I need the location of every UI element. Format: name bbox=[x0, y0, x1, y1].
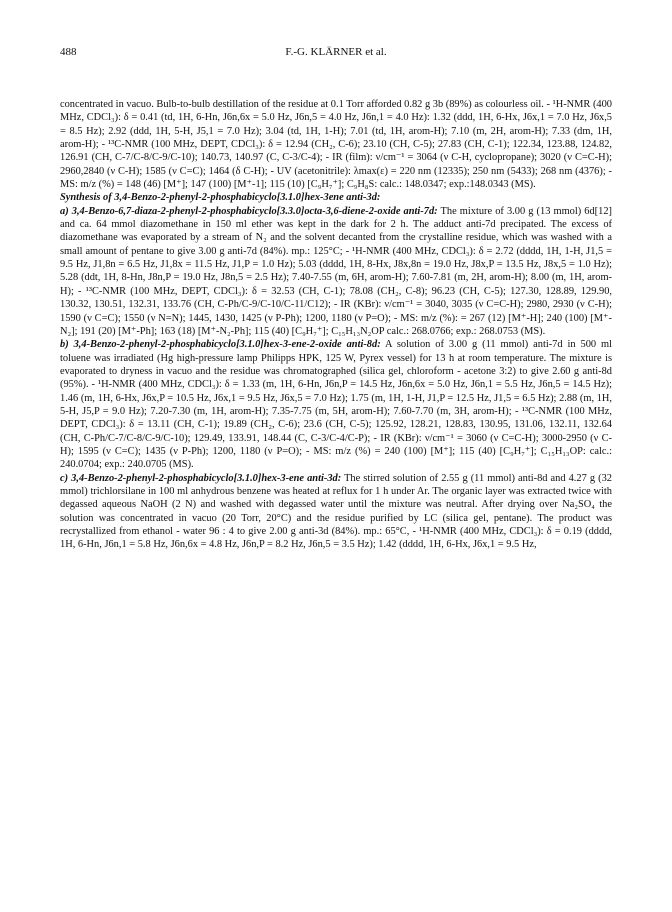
step-b-title: b) 3,4-Benzo-2-phenyl-2-phosphabicyclo[3.1.0]hex-3-ene-2-oxide anti-8d: bbox=[60, 339, 381, 351]
section-heading: Synthesis of 3,4-Benzo-2-phenyl-2-phosphabicyclo[3.1.0]hex-3ene anti-3d: bbox=[60, 192, 381, 204]
page-header bbox=[60, 46, 612, 66]
paragraph-intro bbox=[60, 98, 612, 191]
step-c-text: The stirred solution of 2.55 g (11 mmol) anti-8d and 4.27 g (32 mmol) trichlorsilane in 100 ml anhydrous benzene was heated at reflux for 1 h under Ar. The organic layer was extracted twice with degassed aqueous NaOH (2 N) and washed with degassed water until the mixture was neutral. After drying over Na₂SO₄ the solution was concentrated in vacuo (20 Torr, 20°C) and the residue purified by LC (silica gel, pentane). The product was recrystallized from ethanol - water 96 : 4 to give 2.00 g anti-3d (84%). mp.: 65°C, - ¹H-NMR (400 MHz, CDCl₃): δ = 0.19 (dddd, 1H, 6-Hn, J6n,1 = 5.8 Hz, J6n,6x = 4.8 Hz, J6n,P = 8.2 Hz, J6n,5 = 3.5 Hz); 1.42 (dddd, 1H, 6-Hx, J6x,1 = 9.5 Hz, bbox=[60, 472, 612, 551]
paragraph-step-c bbox=[60, 472, 612, 552]
step-a-title: a) 3,4-Benzo-6,7-diaza-2-phenyl-2-phosphabicyclo[3.3.0]octa-3,6-diene-2-oxide anti-7d: bbox=[60, 205, 438, 217]
step-a-text: The mixture of 3.00 g (13 mmol) 6d[12] and ca. 64 mmol diazomethane in 150 ml ether was kept in the dark for 2 h. The adduct anti-7d precipated. The excess of diazomethane was evaporated by a stream of N₂ and the solvent decanted from the crystalline residue, which was washed with a small amount of pentane to give 3.00 g anti-7d (84%). mp.: 125°C; - ¹H-NMR (400 MHz, CDCl₃): δ = 2.72 (dddd, 1H, 1-H, J1,5 = 9.5 Hz, J1,8n = 6.5 Hz, J1,8x = 11.5 Hz, J1,P = 1.0 Hz); 5.03 (dddd, 1H, 8-Hx, J8x,8n = 19.0 Hz, J8x,P = 13.5 Hz, J8x,5 = 1.0 Hz); 5.28 (ddt, 1H, 8-Hn, J8n,P = 19.0 Hz, J8n,5 = 2.5 Hz); 7.40-7.55 (m, 6H, arom-H); 7.60-7.81 (m, 2H, arom-H); 8.00 (m, 1H, arom-H); - ¹³C-NMR (100 MHz, DEPT, CDCl₃): δ = 32.53 (CH, C-1); 78.08 (CH₂, C-8); 96.23 (CH, C-5); 127.30, 128.89, 129.90, 130.32, 130.51, 132.31, 133.76 (CH, C-Ph/C-9/C-10/C-11/C12); - IR (KBr): ν/cm⁻¹ = 3040, 3035 (ν C=C-H); 2980, 2930 (ν C-H); 1590 (ν C=C); 1550 (ν N=N); 1445, 1430, 1425 (ν P-Ph); 1200, 1180 (ν P=O); - MS: m/z (%): = 267 (12) [M⁺-H]; 240 (100) [M⁺-N₂]; 191 (20) [M⁺-Ph]; 163 (18) [M⁺-N₂-Ph]; 115 (40) [C₉H₇⁺]; C₁₅H₁₃N₂OP calc.: 268.0766; exp.: 268.0753 (MS). bbox=[60, 205, 612, 337]
step-c-title: c) 3,4-Benzo-2-phenyl-2-phosphabicyclo[3.1.0]hex-3-ene anti-3d: bbox=[60, 472, 342, 484]
paragraph-synthesis-heading bbox=[60, 191, 612, 204]
step-b-text: A solution of 3.00 g (11 mmol) anti-7d in 500 ml toluene was irradiated (Hg high-pressure lamp Philipps HPK, 125 W, Pyrex vessel) for 13 h at room temperature. The mixture is evaporated to dryness in vacuo and the residue was chromatographed (silica gel, chloroform - acetone 3:2) to give 2.60 g anti-8d (95%). - ¹H-NMR (400 MHz, CDCl₃): δ = 1.33 (m, 1H, 6-Hn, J6n,P = 14.5 Hz, J6n,6x = 5.0 Hz, J6n,1 = 5.5 Hz, J6n,5 = 14.5 Hz); 1.46 (m, 1H, 6-Hx, J6x,P = 10.5 Hz, J6x,1 = 9.5 Hz, J6x,5 = 7.0 Hz); 1.75 (m, 1H, 1-H, J1,P = 12.5 Hz, J1,5 = 6.5 Hz); 2.88 (m, 1H, 5-H, J5,P = 9.0 Hz); 7.20-7.30 (m, 1H, arom-H); 7.35-7.75 (m, 5H, arom-H); 7.60-7.70 (m, 3H, arom-H); - ¹³C-NMR (100 MHz, DEPT, CDCl₃): δ = 13.11 (CH, C-1); 19.89 (CH₂, C-6); 23.6 (CH, C-5); 125.92, 128.21, 128.83, 130.95, 131.06, 132.11, 132.64 (CH, C-Ph/C-7/C-8/C-9/C-10); 129.49, 133.91, 148.44 (C, C-3/C-4/C-P); - IR (KBr): ν/cm⁻¹ = 3060 (ν C=C-H); 3000-2950 (ν C-H); 1595 (ν C=C); 1435 (ν P-Ph); 1200, 1180 (ν P=O); - MS: m/z (%) = 240 (100) [M⁺]; 115 (40) [C₉H₇⁺]; C₁₅H₁₃OP: calc.: 240.0704; exp.: 240.0705 (MS). bbox=[60, 339, 612, 471]
running-head: F.-G. KLÄRNER et al. bbox=[285, 46, 387, 58]
body-text bbox=[60, 98, 612, 552]
paragraph-text: concentrated in vacuo. Bulb-to-bulb destillation of the residue at 0.1 Torr afforded 0.82 g 3b (89%) as colourless oil. - ¹H-NMR (400 MHz, CDCl₃): δ = 0.41 (td, 1H, 6-Hn, J6n,6x = 5.0 Hz, J6n,5 = 4.0 Hz, J6n,1 = 4.0 Hz): 1.32 (ddd, 1H, 6-Hx, J6x,1 = 7.0 Hz, J6x,5 = 8.5 Hz); 2.92 (ddd, 1H, 5-H, J5,1 = 7.0 Hz); 3.04 (td, 1H, 1-H); 7.01 (td, 1H, arom-H); 7.10 (m, 2H, arom-H); 7.33 (dm, 1H, arom-H); - ¹³C-NMR (100 MHz, DEPT, CDCl₃): δ = 12.94 (CH₂, C-6); 23.10 (CH, C-5); 27.83 (CH, C-1); 122.34, 123.88, 124.82, 126.91 (CH, C-7/C-8/C-9/C-10); 140.73, 140.97 (C, C-3/C-4); - IR (film): ν/cm⁻¹ = 3064 (ν C-H, cyclopropane); 3020 (ν C=C-H); 2960,2840 (ν C-H); 1585 (ν C=C); 1464 (δ C-H); - UV (acetonitrile): λmax(ε) = 220 nm (12335); 250 nm (5433); 268 nm (4376); - MS: m/z (%) = 148 (46) [M⁺]; 147 (100) [M⁺-1]; 115 (10) [C₉H₇⁺]; C₉H₈S: calc.: 148.0347; exp.:148.0343 (MS). bbox=[60, 99, 612, 191]
page-number: 488 bbox=[60, 46, 77, 58]
paragraph-step-a bbox=[60, 205, 612, 338]
paragraph-step-b bbox=[60, 338, 612, 471]
